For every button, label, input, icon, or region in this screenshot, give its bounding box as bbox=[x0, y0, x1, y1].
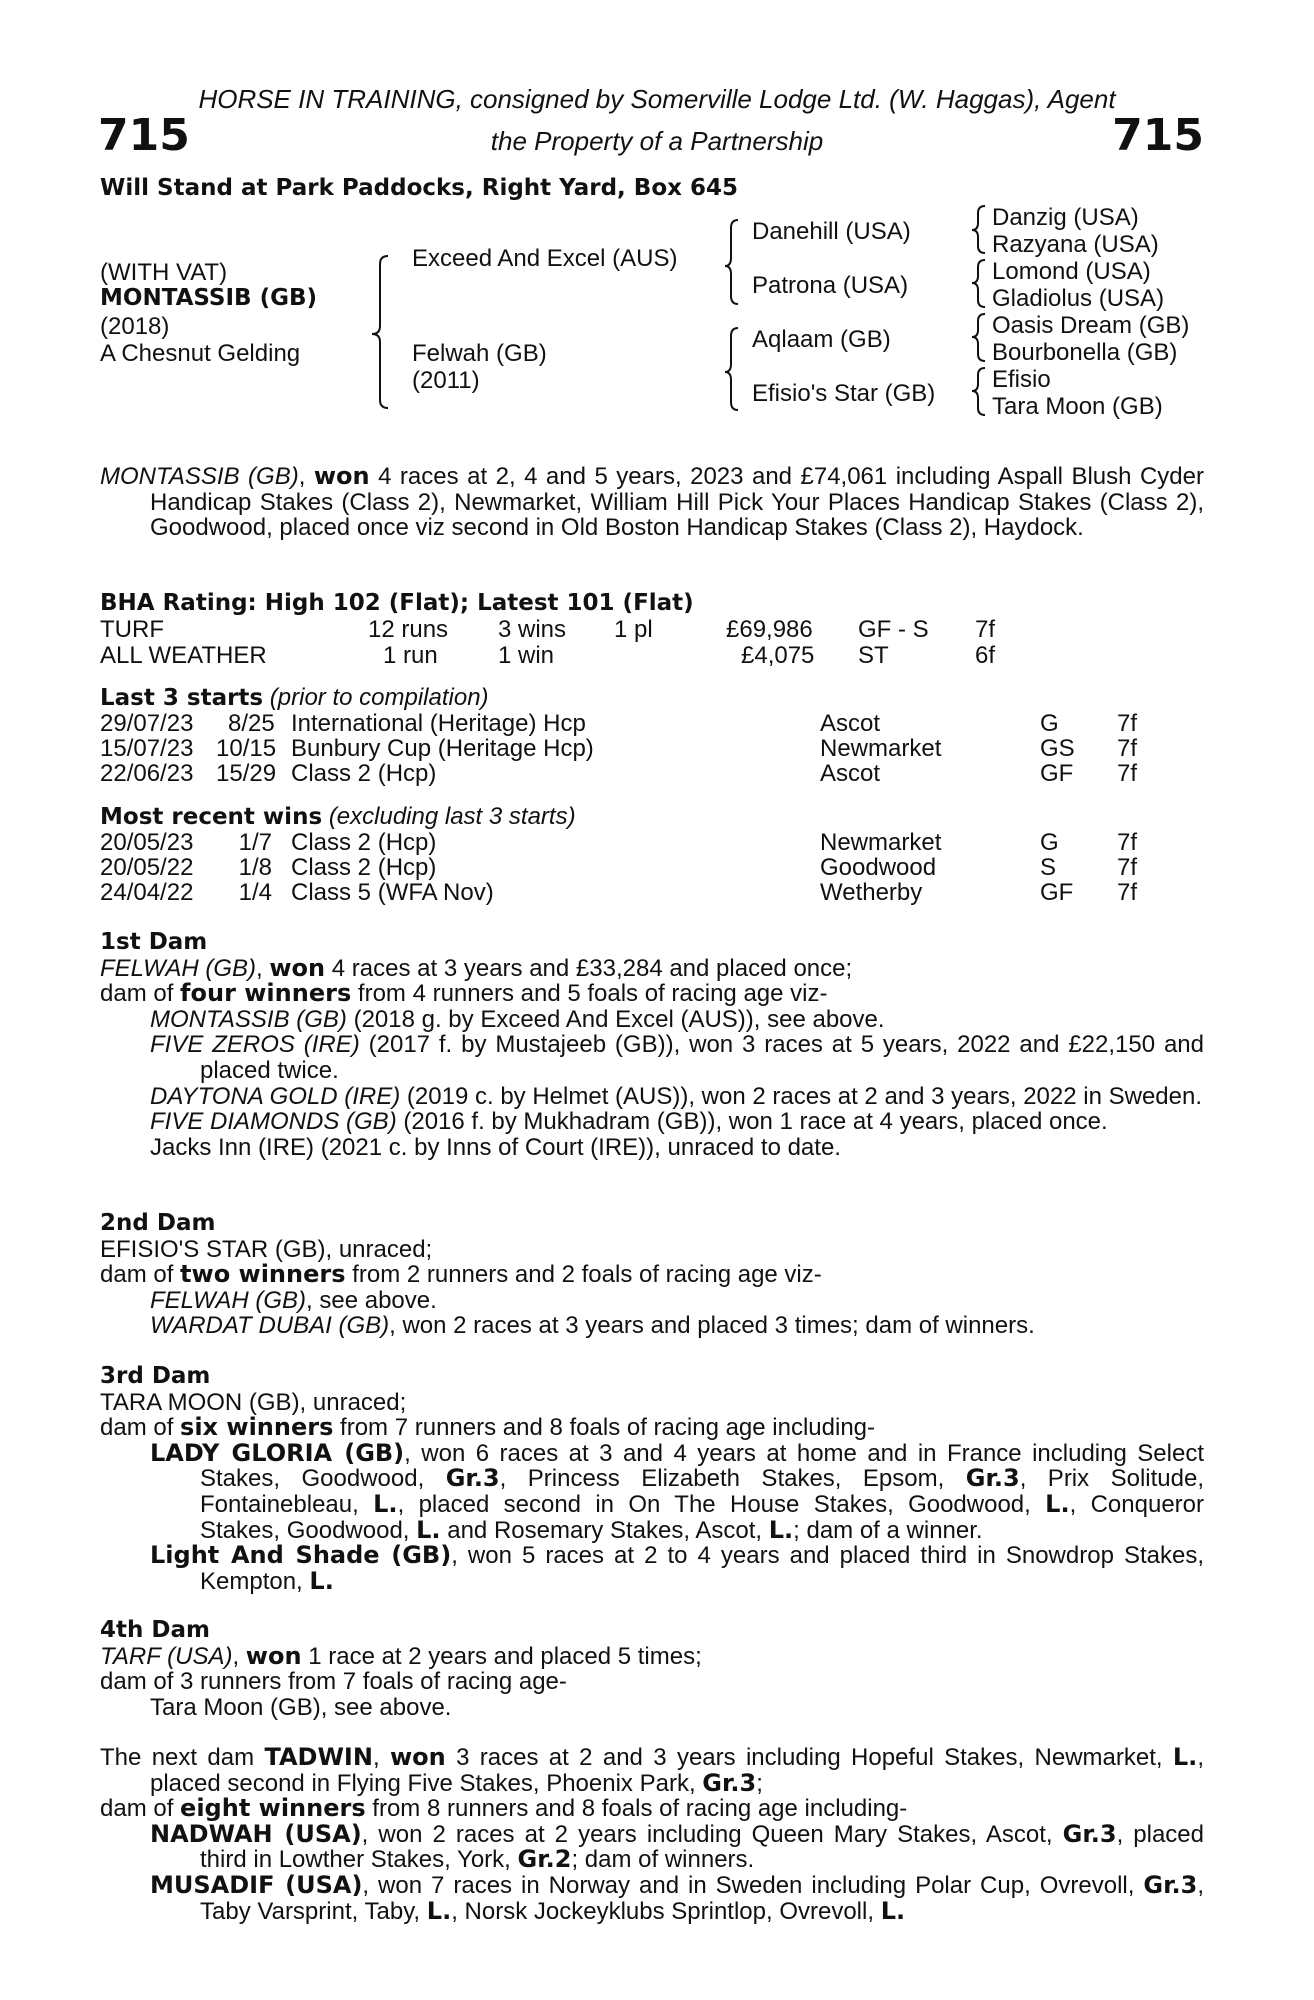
rating-runs: 1 run bbox=[383, 642, 438, 669]
dam3-winners: six winners bbox=[180, 1413, 334, 1442]
pedigree-sire-dam: Patrona (USA) bbox=[752, 272, 909, 299]
stand-location: Will Stand at Park Paddocks, Right Yard, Box 645 bbox=[100, 175, 738, 201]
next-dam-of: dam of bbox=[100, 1795, 181, 1823]
pedigree-g8: Tara Moon (GB) bbox=[992, 393, 1163, 420]
pedigree-dam: Felwah (GB) bbox=[412, 340, 547, 367]
progeny-name: LADY GLORIA (GB) bbox=[150, 1438, 405, 1467]
progeny-text: , won 6 races at 3 and 4 years at home and in France including Select Stakes, Goodwood, bbox=[200, 1439, 1204, 1493]
win-distance: 7f bbox=[1117, 879, 1138, 906]
first-dam-section: 1st Dam FELWAH (GB), won 4 races at 3 years and £33,284 and placed once; dam of four winners from 4 runners and 5 foals of racing age viz- MONTASSIB (GB) (2018 g. by Exceed And Excel (AUS)), see above. FIVE ZEROS (IRE) (2017 f. by Mustajeeb (GB)), won 3 races at 5 years, 2022 and £22,150 and placed twice. DAYTONA GOLD (IRE) (2019 c. by Helmet (AUS)), won 2 races at 2 and 3 years, 2022 in Sweden. FIVE DIAMONDS (GB) (2016 f. by Mukhadram (GB)), won 1 race at 4 years, placed once. Jacks Inn (IRE) (2021 c. by Inns of Court (IRE)), unraced to date. bbox=[100, 929, 1204, 1161]
next-dam-name: TADWIN bbox=[264, 1743, 373, 1771]
progeny-name: FIVE ZEROS (IRE) bbox=[150, 1031, 360, 1059]
rating-distance: 6f bbox=[975, 642, 996, 669]
grade-badge: Gr.3 bbox=[965, 1464, 1020, 1493]
win-row bbox=[0, 879, 1314, 905]
listed-badge: L. bbox=[880, 1896, 906, 1925]
next-dam-runners: from 8 runners and 8 foals of racing age including- bbox=[365, 1795, 908, 1823]
first-dam-heading: 1st Dam bbox=[100, 929, 208, 955]
form-going: G bbox=[1040, 710, 1059, 737]
form-race: Class 2 (Hcp) bbox=[291, 760, 437, 787]
form-position: 15/29 bbox=[216, 760, 277, 787]
win-distance: 7f bbox=[1117, 829, 1138, 856]
form-going: GS bbox=[1040, 735, 1075, 762]
win-race: Class 5 (WFA Nov) bbox=[291, 879, 494, 906]
progeny-text: , placed second in On The House Stakes, Goodwood, bbox=[397, 1490, 1046, 1518]
progeny-text: (2018 g. by Exceed And Excel (AUS)), see above. bbox=[346, 1005, 885, 1033]
win-distance: 7f bbox=[1117, 854, 1138, 881]
progeny-item bbox=[100, 1543, 1204, 1594]
form-row bbox=[0, 735, 1314, 761]
form-date: 22/06/23 bbox=[100, 760, 194, 787]
horse-name: MONTASSIB (GB) bbox=[100, 285, 318, 311]
rating-prize: £69,986 bbox=[726, 616, 813, 643]
progeny-item bbox=[100, 1313, 1204, 1339]
dam2-runners: from 2 runners and 2 foals of racing age viz- bbox=[345, 1261, 822, 1289]
form-course: Ascot bbox=[820, 760, 881, 787]
progeny-item bbox=[100, 1032, 1204, 1083]
rating-distance: 7f bbox=[975, 616, 996, 643]
dam1-winners: four winners bbox=[180, 979, 352, 1008]
rating-wins: 1 win bbox=[498, 642, 555, 669]
horse-description: A Chesnut Gelding bbox=[100, 340, 301, 367]
rating-surface: TURF bbox=[100, 616, 164, 643]
form-position: 8/25 bbox=[228, 710, 275, 737]
form-date: 29/07/23 bbox=[100, 710, 194, 737]
form-distance: 7f bbox=[1117, 760, 1138, 787]
win-going: S bbox=[1040, 854, 1057, 881]
win-row bbox=[0, 829, 1314, 855]
progeny-text: ; dam of winners. bbox=[571, 1846, 755, 1874]
pedigree-g3: Lomond (USA) bbox=[992, 258, 1151, 285]
dam4-line3: Tara Moon (GB), see above. bbox=[150, 1693, 452, 1721]
listed-badge: L. bbox=[426, 1896, 452, 1925]
third-dam-heading: 3rd Dam bbox=[100, 1363, 211, 1389]
dam1-text: 4 races at 3 years and £33,284 and placed once; bbox=[325, 954, 853, 982]
dam2-winners: two winners bbox=[180, 1260, 346, 1289]
progeny-item bbox=[100, 1288, 1204, 1314]
win-race: Class 2 (Hcp) bbox=[291, 829, 437, 856]
rating-going: ST bbox=[858, 642, 889, 669]
rating-runs: 12 runs bbox=[368, 616, 449, 643]
progeny-name: NADWAH (USA) bbox=[150, 1819, 362, 1848]
progeny-text: (2016 f. by Mukhadram (GB)), won 1 race at 4 years, placed once. bbox=[396, 1108, 1108, 1136]
listed-badge: L. bbox=[768, 1515, 794, 1544]
win-going: G bbox=[1040, 829, 1059, 856]
progeny-item bbox=[100, 1438, 1205, 1544]
vat-note: (WITH VAT) bbox=[100, 259, 228, 286]
dam4-won: won bbox=[245, 1641, 302, 1670]
last3-heading-row bbox=[100, 684, 489, 712]
summary-horse-name: MONTASSIB (GB) bbox=[100, 463, 299, 490]
next-dam-winners: eight winners bbox=[180, 1794, 366, 1823]
next-dam-text: 3 races at 2 and 3 years including Hopeful Stakes, Newmarket, bbox=[445, 1744, 1173, 1771]
progeny-text: ; dam of a winner. bbox=[793, 1516, 983, 1544]
race-summary: MONTASSIB (GB), won 4 races at 2, 4 and 5 years, 2023 and £74,061 including Aspall Blush Cyder Handicap Stakes (Class 2), Newmarket, William Hill Pick Your Places Handicap Stakes (Class 2), Goodwood, placed once viz second in Old Boston Handicap Stakes (Class 2), Haydock. bbox=[100, 462, 1204, 542]
dam2-line: EFISIO'S STAR (GB), unraced; bbox=[100, 1235, 433, 1263]
progeny-text: , Prix Solitude, Fontainebleau, bbox=[200, 1465, 1204, 1518]
pedigree-sire-sire: Danehill (USA) bbox=[752, 218, 911, 245]
dam1-name: FELWAH (GB) bbox=[100, 954, 257, 982]
win-row bbox=[0, 854, 1314, 880]
progeny-text: , Norsk Jockeyklubs Sprintlop, Ovrevoll, bbox=[451, 1897, 881, 1925]
form-row bbox=[0, 710, 1314, 736]
last3-heading: Last 3 starts bbox=[100, 685, 264, 711]
form-date: 15/07/23 bbox=[100, 735, 194, 762]
progeny-text: , Princess Elizabeth Stakes, Epsom, bbox=[499, 1465, 966, 1493]
last3-note: (prior to compilation) bbox=[269, 684, 489, 711]
rating-going: GF - S bbox=[858, 616, 929, 643]
win-position: 1/8 bbox=[238, 854, 272, 881]
second-dam-section bbox=[100, 1211, 1204, 1339]
dam3-line: TARA MOON (GB), unraced; bbox=[100, 1388, 407, 1416]
progeny-name: DAYTONA GOLD (IRE) bbox=[150, 1082, 401, 1110]
horse-year: (2018) bbox=[100, 313, 170, 340]
grade-badge: Gr.3 bbox=[1062, 1819, 1117, 1848]
summary-won: won bbox=[313, 462, 370, 490]
pedigree-sire: Exceed And Excel (AUS) bbox=[412, 245, 678, 272]
progeny-text: , placed third in Lowther Stakes, York, bbox=[200, 1820, 1205, 1874]
dam2-dam-of: dam of bbox=[100, 1261, 181, 1289]
second-dam-heading: 2nd Dam bbox=[100, 1210, 216, 1236]
recent-heading: Most recent wins bbox=[100, 804, 323, 830]
next-dam-text: ; bbox=[756, 1769, 763, 1797]
next-dam-intro: The next dam bbox=[100, 1744, 265, 1771]
progeny-name: FIVE DIAMONDS (GB) bbox=[150, 1108, 397, 1136]
listed-badge: L. bbox=[373, 1489, 398, 1518]
grade-badge: Gr.3 bbox=[702, 1768, 757, 1797]
form-distance: 7f bbox=[1117, 735, 1138, 762]
progeny-text: and Rosemary Stakes, Ascot, bbox=[440, 1516, 769, 1544]
progeny-item bbox=[100, 1109, 1204, 1135]
progeny-text: (2017 f. by Mustajeeb (GB)), won 3 races at 5 years, 2022 and £22,150 and placed twice. bbox=[200, 1031, 1204, 1084]
progeny-item bbox=[100, 1135, 1204, 1161]
progeny-text: , see above. bbox=[306, 1286, 437, 1314]
pedigree-g7: Efisio bbox=[992, 366, 1051, 393]
form-distance: 7f bbox=[1117, 710, 1138, 737]
lot-number-right: 715 bbox=[1112, 110, 1204, 161]
dam1-won: won bbox=[269, 953, 326, 982]
progeny-name: FELWAH (GB) bbox=[150, 1286, 307, 1314]
win-position: 1/4 bbox=[238, 879, 272, 906]
pedigree-g6: Bourbonella (GB) bbox=[992, 339, 1178, 366]
pedigree-dam-year: (2011) bbox=[412, 367, 480, 394]
dam4-line2: dam of 3 runners from 7 foals of racing age- bbox=[100, 1668, 567, 1696]
listed-badge: L. bbox=[1172, 1743, 1198, 1771]
summary-text: 4 races at 2, 4 and 5 years, 2023 and £74,061 including Aspall Blush Cyder Handicap Stakes (Class 2), Newmarket, William Hill Pick Your Places Handicap Stakes (Class 2), Goodwood, placed once viz second in Old Boston Handicap Stakes (Class 2), Haydock. bbox=[150, 463, 1204, 542]
win-going: GF bbox=[1040, 879, 1074, 906]
dam4-text: 1 race at 2 years and placed 5 times; bbox=[301, 1642, 702, 1670]
progeny-text: , Conqueror Stakes, Goodwood, bbox=[200, 1490, 1205, 1544]
win-date: 20/05/22 bbox=[100, 854, 194, 881]
progeny-name: Light And Shade (GB) bbox=[150, 1541, 452, 1570]
form-course: Ascot bbox=[820, 710, 881, 737]
win-course: Wetherby bbox=[820, 879, 923, 906]
progeny-item bbox=[100, 1084, 1204, 1110]
pedigree-g2: Razyana (USA) bbox=[992, 231, 1159, 258]
progeny-text: (2019 c. by Helmet (AUS)), won 2 races at 2 and 3 years, 2022 in Sweden. bbox=[400, 1082, 1203, 1110]
next-dam-won: won bbox=[389, 1743, 446, 1771]
progeny-text: , won 7 races in Norway and in Sweden including Polar Cup, Ovrevoll, bbox=[362, 1871, 1144, 1899]
progeny-text: , won 2 races at 3 years and placed 3 times; dam of winners. bbox=[389, 1312, 1035, 1340]
rating-row-turf bbox=[0, 616, 1314, 642]
dam4-name: TARF (USA) bbox=[100, 1642, 233, 1670]
fourth-dam-section: 4th Dam TARF (USA), won 1 race at 2 years and placed 5 times; dam of 3 runners from 7 foals of racing age- Tara Moon (GB), see above. bbox=[100, 1618, 1204, 1720]
grade-badge: Gr.2 bbox=[517, 1845, 572, 1874]
progeny-item bbox=[100, 1870, 1204, 1925]
progeny-text: , Taby Varsprint, Taby, bbox=[200, 1871, 1204, 1925]
win-race: Class 2 (Hcp) bbox=[291, 854, 437, 881]
pedigree-g5: Oasis Dream (GB) bbox=[992, 312, 1190, 339]
bha-rating-heading: BHA Rating: High 102 (Flat); Latest 101 (Flat) bbox=[100, 590, 694, 616]
progeny-text: , won 5 races at 2 to 4 years and placed third in Snowdrop Stakes, Kempton, bbox=[200, 1542, 1204, 1595]
listed-badge: L. bbox=[416, 1515, 441, 1544]
pedigree-g1: Danzig (USA) bbox=[992, 204, 1139, 231]
listed-badge: L. bbox=[309, 1566, 334, 1595]
dam1-runners: from 4 runners and 5 foals of racing age viz- bbox=[351, 980, 828, 1008]
rating-placed: 1 pl bbox=[614, 616, 653, 643]
recent-note: (excluding last 3 starts) bbox=[328, 803, 576, 830]
progeny-text: Jacks Inn (IRE) (2021 c. by Inns of Court (IRE)), unraced to date. bbox=[150, 1133, 841, 1161]
next-dam-section: The next dam TADWIN, won 3 races at 2 and 3 years including Hopeful Stakes, Newmarket, L., placed second in Flying Five Stakes, Phoenix Park, Gr.3; dam of eight winners from 8 runners and 8 foals of racing age including- NADWAH (USA), won 2 races at 2 years including Queen Mary Stakes, Ascot, Gr.3, placed third in Lowther Stakes, York, Gr.2; dam of winners. MUSADIF (USA), won 7 races in Norway and in Sweden including Polar Cup, Ovrevoll, Gr.3, Taby Varsprint, Taby, L., Norsk Jockeyklubs Sprintlop, Ovrevoll, L. bbox=[100, 1743, 1205, 1925]
win-date: 24/04/22 bbox=[100, 879, 194, 906]
form-course: Newmarket bbox=[820, 735, 942, 762]
rating-row-all-weather bbox=[0, 642, 1314, 668]
property-line: the Property of a Partnership bbox=[490, 126, 824, 156]
form-row bbox=[0, 760, 1314, 786]
progeny-text: , won 2 races at 2 years including Queen Mary Stakes, Ascot, bbox=[361, 1820, 1063, 1848]
progeny-name: MUSADIF (USA) bbox=[150, 1870, 363, 1899]
rating-prize: £4,075 bbox=[741, 642, 815, 669]
dam1-dam-of: dam of bbox=[100, 980, 181, 1008]
progeny-item bbox=[100, 1007, 1204, 1033]
form-going: GF bbox=[1040, 760, 1074, 787]
third-dam-section bbox=[100, 1364, 1204, 1594]
fourth-dam-heading: 4th Dam bbox=[100, 1617, 210, 1643]
win-date: 20/05/23 bbox=[100, 829, 194, 856]
pedigree-dam-dam: Efisio's Star (GB) bbox=[752, 380, 936, 407]
dam3-dam-of: dam of bbox=[100, 1414, 181, 1442]
rating-surface: ALL WEATHER bbox=[100, 642, 267, 669]
progeny-item bbox=[100, 1819, 1205, 1874]
consign-line: HORSE IN TRAINING, consigned by Somerville Lodge Ltd. (W. Haggas), Agent bbox=[198, 84, 1116, 114]
form-race: Bunbury Cup (Heritage Hcp) bbox=[291, 735, 594, 762]
win-position: 1/7 bbox=[238, 829, 272, 856]
rating-wins: 3 wins bbox=[498, 616, 567, 643]
form-position: 10/15 bbox=[216, 735, 277, 762]
win-course: Newmarket bbox=[820, 829, 942, 856]
grade-badge: Gr.3 bbox=[445, 1464, 500, 1493]
pedigree-dam-sire: Aqlaam (GB) bbox=[752, 326, 891, 353]
dam3-runners: from 7 runners and 8 foals of racing age including- bbox=[333, 1414, 876, 1442]
pedigree-g4: Gladiolus (USA) bbox=[992, 285, 1165, 312]
recent-heading-row bbox=[100, 803, 576, 831]
form-race: International (Heritage) Hcp bbox=[291, 710, 586, 737]
progeny-name: WARDAT DUBAI (GB) bbox=[150, 1312, 390, 1340]
lot-number-left: 715 bbox=[98, 110, 190, 161]
progeny-name: MONTASSIB (GB) bbox=[150, 1005, 347, 1033]
grade-badge: Gr.3 bbox=[1143, 1870, 1198, 1899]
next-dam-text: , placed second in Flying Five Stakes, Phoenix Park, bbox=[150, 1744, 1204, 1797]
win-course: Goodwood bbox=[820, 854, 937, 881]
listed-badge: L. bbox=[1045, 1489, 1070, 1518]
